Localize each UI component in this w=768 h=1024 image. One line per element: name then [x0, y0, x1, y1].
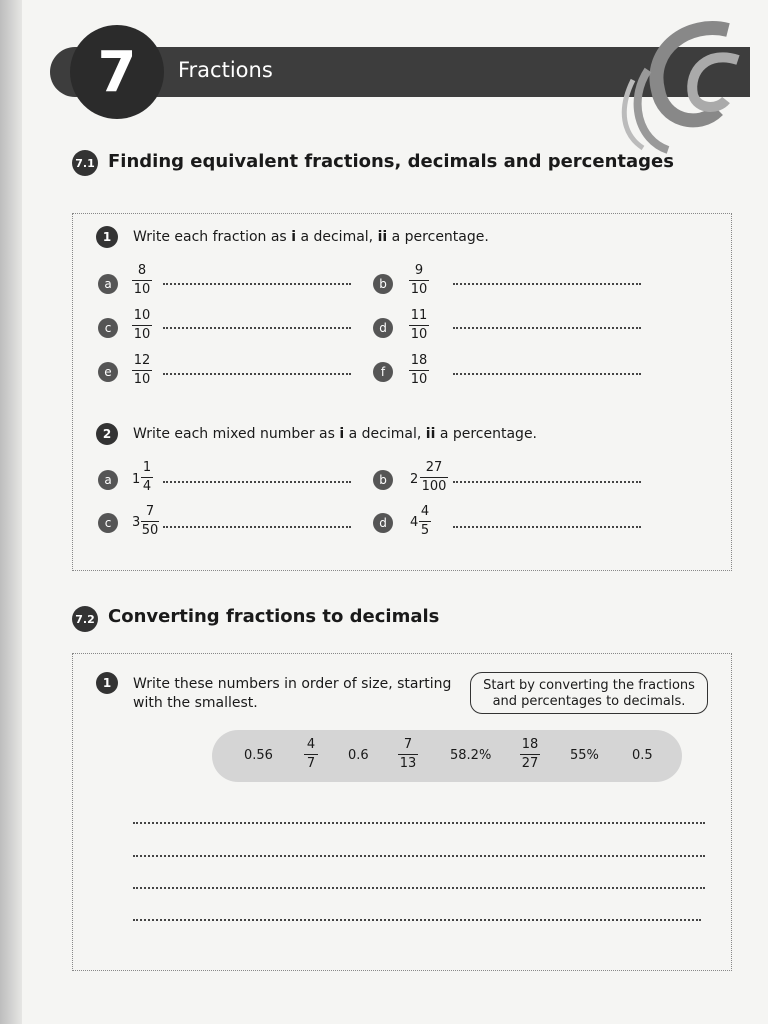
fraction: 18 27 — [521, 737, 539, 771]
book-spine-shadow — [0, 0, 22, 1024]
section-title: Converting fractions to decimals — [108, 606, 440, 627]
item-label: b — [373, 274, 393, 294]
answer-line[interactable] — [163, 283, 351, 285]
hint-bubble: Start by converting the fractions and percentages to decimals. — [470, 672, 708, 714]
section-badge: 7.2 — [72, 606, 98, 632]
fraction: 10 10 — [133, 308, 151, 342]
fraction: 9 10 — [410, 263, 428, 297]
section-badge: 7.1 — [72, 150, 98, 176]
mixed-whole: 1 — [132, 472, 141, 487]
section-title: Finding equivalent fractions, decimals and percentages — [108, 151, 674, 172]
fraction: 4 5 — [420, 504, 430, 538]
item-label: a — [98, 274, 118, 294]
question-number: 1 — [96, 226, 118, 248]
answer-line[interactable] — [453, 481, 641, 483]
answer-line[interactable] — [163, 526, 351, 528]
item-label: d — [373, 513, 393, 533]
numbers-pill — [212, 730, 682, 782]
mixed-whole: 4 — [410, 515, 419, 530]
item-label: a — [98, 470, 118, 490]
question-number: 1 — [96, 672, 118, 694]
question-number: 2 — [96, 423, 118, 445]
item-label: f — [373, 362, 393, 382]
answer-line[interactable] — [133, 822, 705, 824]
answer-line[interactable] — [453, 283, 641, 285]
chapter-title: Fractions — [178, 58, 273, 82]
answer-line[interactable] — [133, 887, 705, 889]
question-text: Write each fraction as i a decimal, ii a percentage. — [133, 229, 489, 245]
fraction: 27 100 — [421, 460, 447, 494]
fraction: 8 10 — [133, 263, 151, 297]
question-text: Write these numbers in order of size, starting with the smallest. — [133, 676, 452, 711]
mixed-whole: 2 — [410, 472, 419, 487]
exercise-box — [72, 213, 732, 571]
answer-line[interactable] — [453, 373, 641, 375]
answer-line[interactable] — [133, 919, 701, 921]
swirl-decoration-icon — [608, 10, 748, 160]
fraction: 18 10 — [410, 353, 428, 387]
number-value: 58.2% — [450, 748, 492, 763]
item-label: c — [98, 318, 118, 338]
fraction: 1 4 — [142, 460, 152, 494]
fraction: 12 10 — [133, 353, 151, 387]
answer-line[interactable] — [163, 373, 351, 375]
chapter-number: 7 — [70, 25, 164, 119]
fraction: 4 7 — [304, 737, 318, 772]
answer-line[interactable] — [453, 526, 641, 528]
mixed-whole: 3 — [132, 515, 141, 530]
item-label: c — [98, 513, 118, 533]
number-value: 0.56 — [244, 748, 273, 763]
answer-line[interactable] — [453, 327, 641, 329]
answer-line[interactable] — [133, 855, 705, 857]
number-value: 0.6 — [348, 748, 369, 763]
number-value: 0.5 — [632, 748, 653, 763]
item-label: b — [373, 470, 393, 490]
item-label: e — [98, 362, 118, 382]
item-label: d — [373, 318, 393, 338]
answer-line[interactable] — [163, 327, 351, 329]
fraction: 7 50 — [141, 504, 159, 538]
fraction: 11 10 — [410, 308, 428, 342]
fraction: 7 13 — [399, 737, 417, 771]
number-value: 55% — [570, 748, 599, 763]
question-text: Write each mixed number as i a decimal, ii a percentage. — [133, 426, 538, 442]
answer-line[interactable] — [163, 481, 351, 483]
